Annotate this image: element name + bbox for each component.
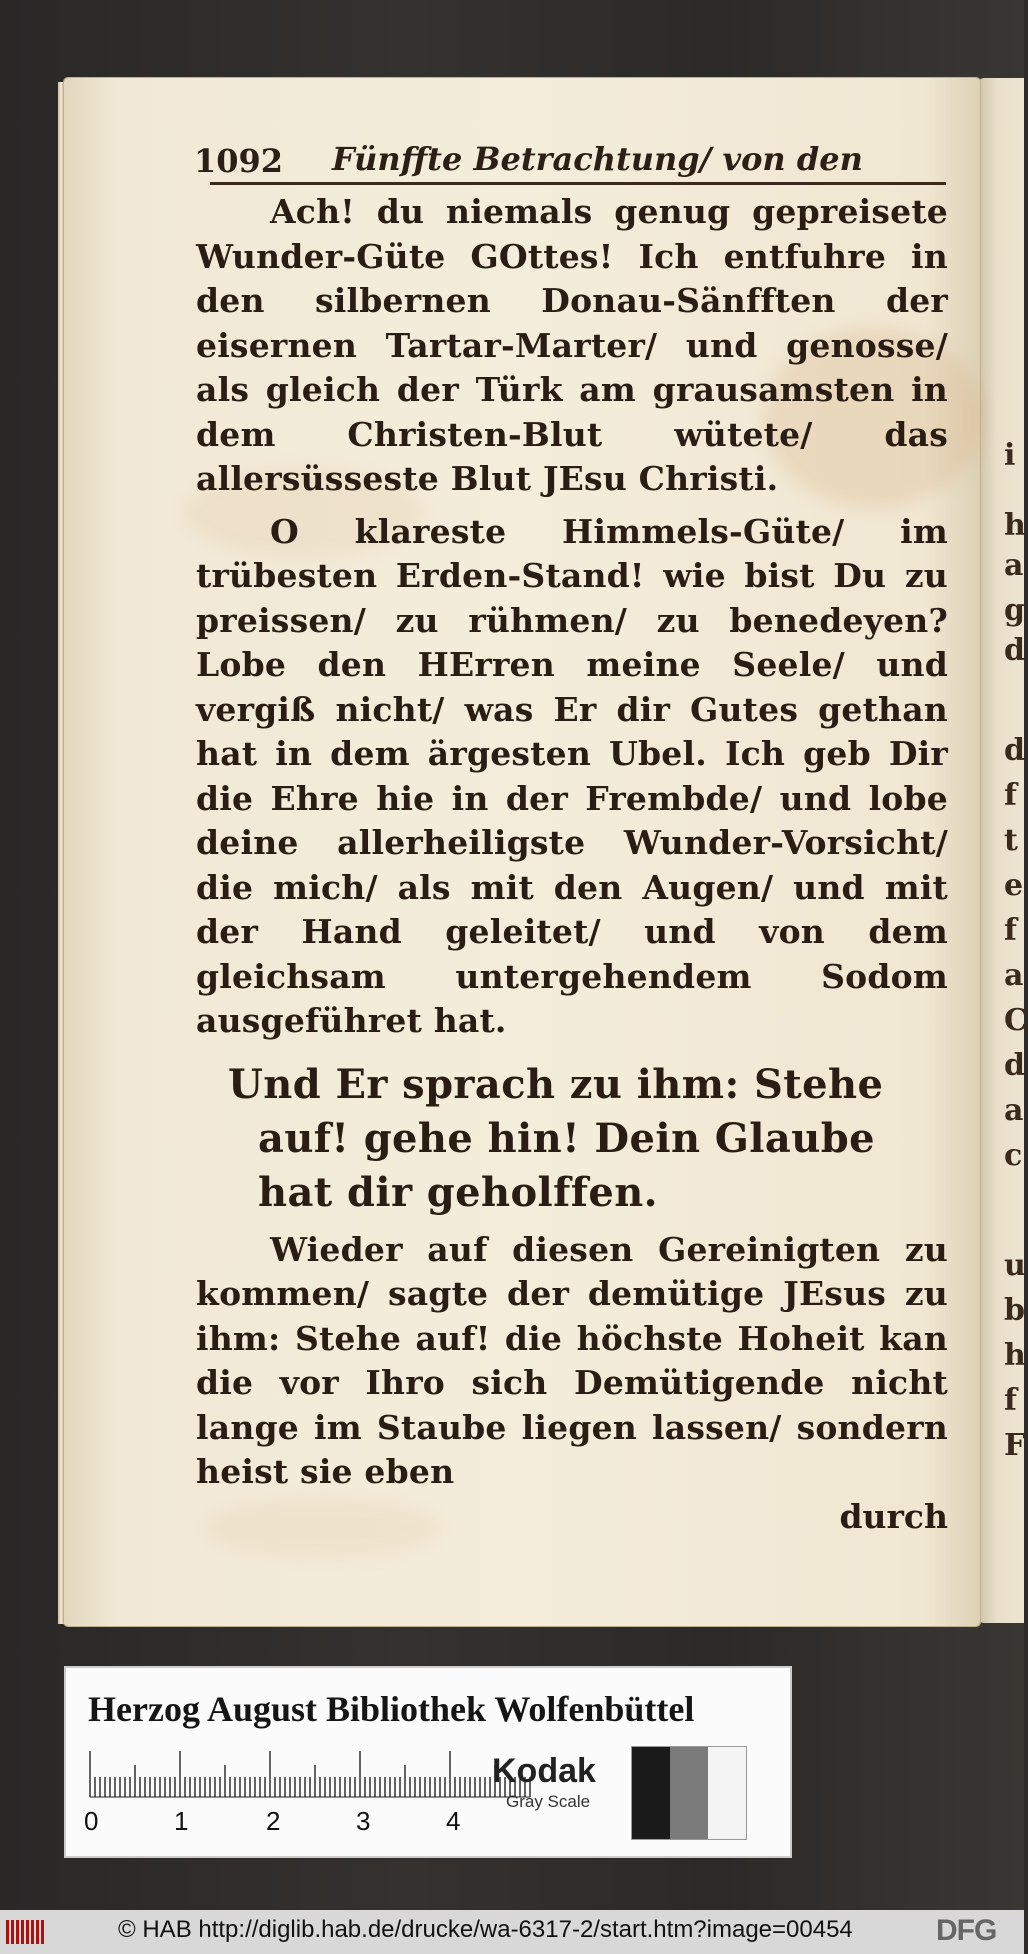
- body-text: [196, 190, 948, 1539]
- library-name: Herzog August Bibliothek Wolfenbüttel: [88, 1689, 695, 1729]
- dfg-logo: DFG: [936, 1914, 997, 1947]
- kodak-logo: Kodak: [492, 1752, 596, 1790]
- gray-swatches: [631, 1746, 747, 1840]
- ruler-digit: 0: [84, 1806, 99, 1836]
- swatch-white: [708, 1747, 746, 1839]
- footer-bar: [0, 1910, 1024, 1954]
- running-head: Fünffte Betrachtung/ von den: [332, 140, 863, 178]
- page-header: [194, 130, 954, 190]
- swatch-gray: [670, 1747, 708, 1839]
- paragraph-1: Ach! du niemals genug gepreisete Wunder-Güte GOttes! Ich entfuhre in den silbernen Donau-Sänfften der eisernen Tartar-Marter/ und genosse/ als gleich der Türk am grausamsten in dem Christen-Blut wütete/ das allersüsseste Blut JEsu Christi.: [196, 192, 948, 498]
- page-number: 1092: [194, 142, 284, 180]
- hab-logo-icon: [6, 1920, 46, 1944]
- library-color-card: [64, 1666, 792, 1858]
- ruler-digit: 4: [446, 1806, 461, 1836]
- scale-ruler: [90, 1750, 530, 1798]
- paragraph-2: O klareste Himmels-Güte/ im trübesten Erden-Stand! wie bist Du zu preissen/ zu rühmen/ zu benedeyen? Lobe den HErren meine Seele/ und vergiß nicht/ was Er dir Gutes gethan hat in dem ärgesten Ubel. Ich geb Dir die Ehre hie in der Frembde/ und lobe deine allerheiligste Wunder-Vorsicht/ die mich/ als mit den Augen/ und mit der Hand geleitet/ und von dem gleichsam untergehendem Sodom ausgeführet hat.: [196, 511, 948, 1040]
- paragraph-3: Wieder auf diesen Gereinigten zu kommen/ sagte der demütige JEsus zu ihm: Stehe auf! die höchste Hoheit kan die vor Ihro sich Demütigende nicht lange im Staube liegen lassen/ sondern heist sie eben: [196, 1229, 948, 1491]
- swatch-black: [632, 1747, 670, 1839]
- ruler-digit: 3: [356, 1806, 371, 1836]
- catchword: durch: [839, 1496, 948, 1536]
- footer-copyright-url[interactable]: © HAB http://diglib.hab.de/drucke/wa-6317-2/start.htm?image=00454: [118, 1916, 853, 1943]
- header-rule: [210, 182, 946, 185]
- ruler-digit: 2: [266, 1806, 281, 1836]
- scripture-verse: Und Er sprach zu ihm: Stehe auf! gehe hin! Dein Glaube hat dir geholffen.: [228, 1060, 884, 1216]
- gray-scale-label: Gray Scale: [506, 1792, 591, 1811]
- ruler-digit: 1: [174, 1806, 189, 1836]
- next-page-edge: i h a g d d f t e f a C d a c u b h f F: [978, 78, 1024, 1623]
